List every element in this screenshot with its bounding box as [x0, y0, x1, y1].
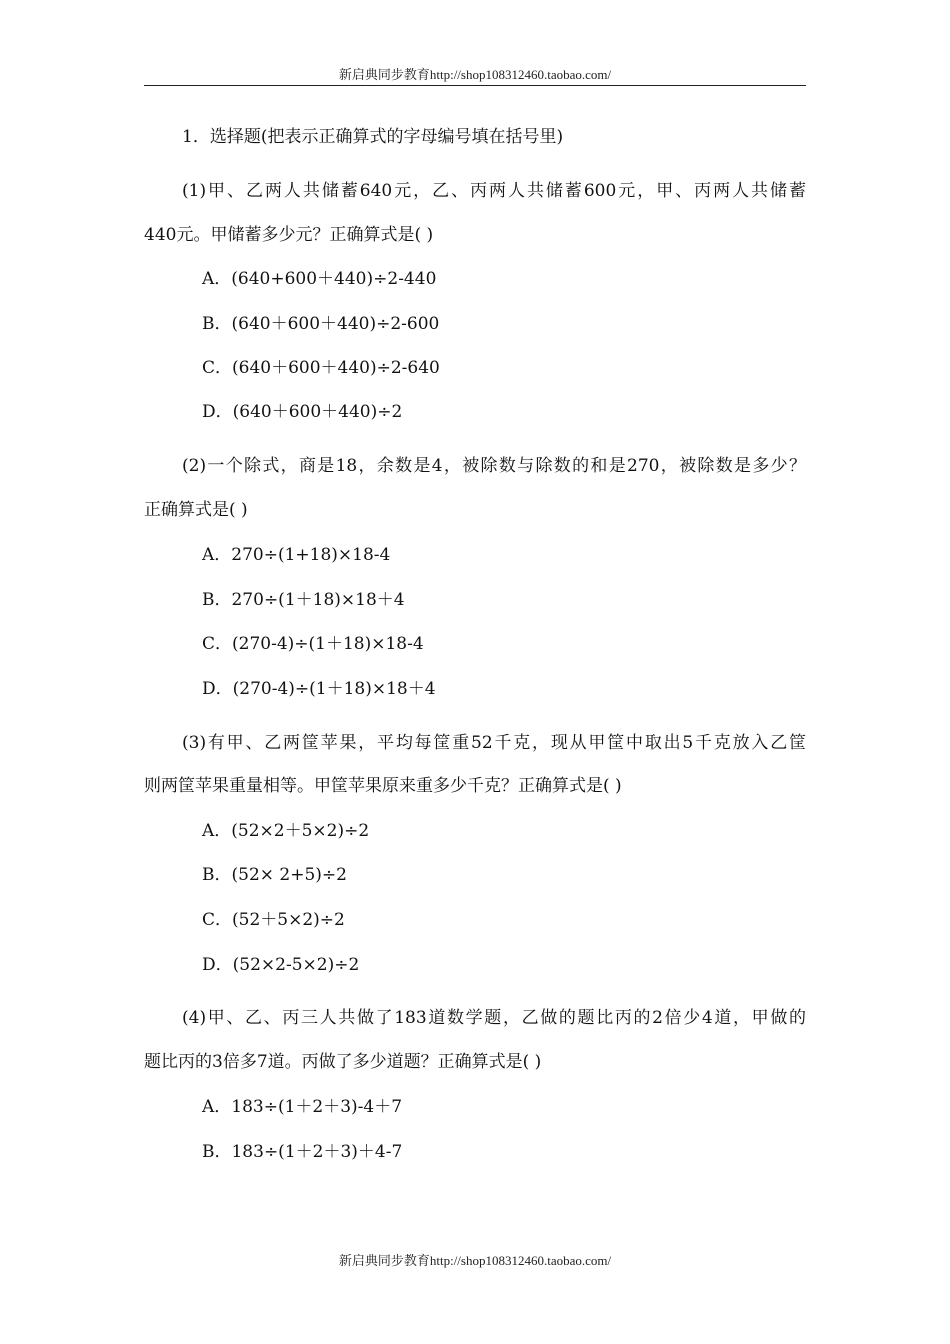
q3-option-d: D．(52×2-5×2)÷2 [202, 955, 360, 975]
q2-option-b: B．270÷(1＋18)×18＋4 [202, 590, 405, 610]
q4-text-line2: 题比丙的3倍多7道。丙做了多少道题？正确算式是( ) [144, 1052, 542, 1072]
q4-option-a: A．183÷(1＋2＋3)-4＋7 [202, 1097, 403, 1117]
q1-option-a: A．(640+600＋440)÷2-440 [202, 269, 437, 289]
q2-option-d: D．(270-4)÷(1＋18)×18＋4 [202, 679, 436, 699]
page-header: 新启典同步教育http://shop108312460.taobao.com/ [338, 67, 612, 82]
section-title: 1．选择题(把表示正确算式的字母编号填在括号里) [182, 127, 564, 147]
q3-option-b: B．(52× 2+5)÷2 [202, 865, 347, 885]
q2-option-a: A．270÷(1+18)×18-4 [202, 545, 391, 565]
q2-option-c: C．(270-4)÷(1＋18)×18-4 [202, 634, 424, 654]
q1-option-c: C．(640＋600＋440)÷2-640 [202, 358, 440, 378]
q1-text-line2: 440元。甲储蓄多少元？正确算式是( ) [144, 225, 434, 245]
q3-option-c: C．(52＋5×2)÷2 [202, 910, 345, 930]
header-rule [144, 85, 806, 86]
q4-text-line1: (4)甲、乙、丙三人共做了183道数学题，乙做的题比丙的2倍少4道，甲做的 [182, 1008, 806, 1028]
q3-option-a: A．(52×2＋5×2)÷2 [202, 821, 370, 841]
q2-text-line2: 正确算式是( ) [144, 500, 248, 520]
q3-text-line2: 则两筐苹果重量相等。甲筐苹果原来重多少千克？正确算式是( ) [144, 776, 622, 796]
q1-option-b: B．(640＋600＋440)÷2-600 [202, 314, 440, 334]
q1-text-line1: (1)甲、乙两人共储蓄640元，乙、丙两人共储蓄600元，甲、丙两人共储蓄 [182, 181, 806, 201]
q4-option-b: B．183÷(1＋2＋3)＋4-7 [202, 1142, 403, 1162]
q1-option-d: D．(640＋600＋440)÷2 [202, 402, 403, 422]
q3-text-line1: (3)有甲、乙两筐苹果，平均每筐重52千克，现从甲筐中取出5千克放入乙筐 [182, 733, 806, 753]
q2-text-line1: (2)一个除式，商是18，余数是4，被除数与除数的和是270，被除数是多少？ [182, 456, 806, 476]
page-footer: 新启典同步教育http://shop108312460.taobao.com/ [338, 1253, 612, 1268]
